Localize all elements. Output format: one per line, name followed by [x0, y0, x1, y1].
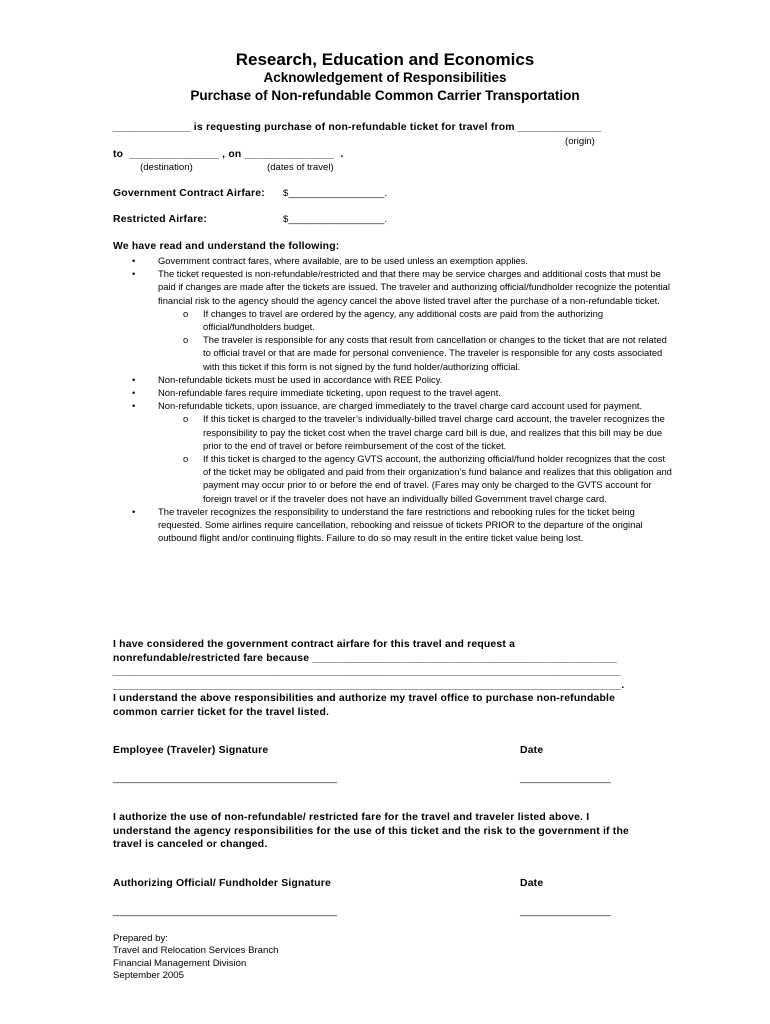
request-line-traveler-origin: _____________ is requesting purchase of non-refundable ticket for travel from ______________	[113, 122, 602, 133]
prepared-by-division: Financial Management Division	[113, 957, 247, 969]
document-title: Research, Education and Economics	[235, 50, 535, 69]
list-item-text: Government contract fares, where available, are to be used unless an exemption applies.	[158, 255, 529, 266]
list-item	[113, 267, 673, 307]
list-subitem-text: The traveler is responsible for any costs that result from cancellation or changes to the ticket that are not related to official travel or that are made for personal convenience. The traveler is responsible for any costs associated with this ticket if this form is not signed by the fund holder/authorizing official.	[203, 334, 667, 372]
bullet-icon: •	[132, 255, 136, 266]
prepared-by-label: Prepared by:	[113, 933, 168, 944]
list-item-text: Non-refundable fares require immediate ticketing, upon request to the travel agent.	[158, 387, 501, 399]
hollow-bullet-icon: o	[183, 453, 189, 465]
justification-reason-field[interactable]: _____________________________________________________________________________________.	[113, 679, 625, 691]
bullet-icon: •	[132, 505, 136, 517]
list-item-text: Non-refundable tickets, upon issuance, are charged immediately to the travel charge card account used for payment.	[158, 400, 643, 412]
justification-line: common carrier ticket for the travel listed.	[113, 706, 330, 718]
origin-label: (origin)	[565, 136, 595, 147]
employee-date-field[interactable]: _________________	[520, 773, 611, 784]
hollow-bullet-icon: o	[183, 307, 189, 319]
list-subitem	[113, 307, 673, 333]
list-subitem	[113, 452, 673, 505]
list-item	[113, 386, 673, 399]
employee-signature-label: Employee (Traveler) Signature	[113, 745, 269, 756]
official-date-field[interactable]: _________________	[520, 906, 611, 917]
prepared-by-block	[113, 933, 278, 982]
prepared-by-date: September 2005	[113, 969, 184, 981]
restricted-airfare-label: Restricted Airfare:	[113, 214, 208, 225]
authorization-line: travel is canceled or changed.	[113, 839, 268, 850]
document-subtitle-acknowledgement: Acknowledgement of Responsibilities	[263, 70, 507, 85]
justification-reason-field[interactable]: _____________________________________________________________________________________	[113, 666, 622, 677]
official-date-label: Date	[520, 878, 544, 889]
list-item	[113, 254, 673, 267]
hollow-bullet-icon: o	[183, 413, 189, 425]
list-subitem-text: If this ticket is charged to the traveler’s individually-billed travel charge card account, the traveler recognizes the responsibility to pay the ticket cost when the travel charge card bill is due, and realizes that this bill may be due prior to the end of travel or before reimbursement of the cost of the ticket.	[203, 413, 665, 451]
government-contract-airfare-label: Government Contract Airfare:	[113, 188, 265, 199]
justification-reason-field[interactable]: nonrefundable/restricted fare because ___________________________________________________	[113, 652, 618, 664]
list-subitem-text: If changes to travel are ordered by the agency, any additional costs are paid from the authorizing official/fundholders budget.	[203, 307, 604, 333]
authorization-line: I authorize the use of non-refundable/ restricted fare for the travel and traveler listed above. I	[113, 812, 590, 823]
list-subitem-text: If this ticket is charged to the agency GVTS account, the authorizing official/fund holder recognizes that the cost of the ticket may be obligated and paid from their organization’s fund balance and realizes that this obligation and payment may occur prior to or before the end of travel. (Fares may only be charged to the GVTS account for foreign travel or if the traveler does not have an individually billed Government travel charge card.	[203, 453, 672, 504]
justification-block	[113, 638, 673, 719]
official-signature-field[interactable]: __________________________________________	[113, 906, 338, 917]
authorization-block	[113, 811, 693, 852]
authorization-line: understand the agency responsibilities for the use of this ticket and the risk to the government if the	[113, 825, 629, 837]
destination-label: (destination)	[140, 162, 193, 173]
list-item	[113, 373, 673, 386]
document-subtitle-purchase: Purchase of Non-refundable Common Carrier Transportation	[190, 88, 580, 103]
list-item	[113, 505, 673, 545]
request-line-destination-dates: to _______________ , on _______________ .	[113, 149, 344, 160]
bullet-icon: •	[132, 400, 136, 412]
list-item-text: Non-refundable tickets must be used in accordance with REE Policy.	[158, 373, 443, 385]
list-item	[113, 399, 673, 412]
justification-line: I understand the above responsibilities and authorize my travel office to purchase non-refundable	[113, 693, 616, 704]
list-subitem	[113, 333, 673, 373]
prepared-by-branch: Travel and Relocation Services Branch	[113, 945, 279, 957]
employee-signature-field[interactable]: __________________________________________	[113, 773, 338, 784]
list-item-text: The ticket requested is non-refundable/restricted and that there may be service charges and additional costs that must be paid if changes are made after the tickets are issued. The traveler and authorizing official/fundholder recognize the potential financial risk to the agency should the agency cancel the above listed travel after the purchase of a non-refundable ticket.	[158, 268, 670, 306]
dates-of-travel-label: (dates of travel)	[267, 162, 334, 173]
restricted-airfare-field[interactable]: $__________________.	[283, 214, 388, 225]
bullet-icon: •	[132, 373, 136, 385]
employee-date-label: Date	[520, 745, 544, 756]
bullet-icon: •	[132, 387, 136, 399]
list-subitem	[113, 412, 673, 452]
responsibilities-list	[113, 254, 673, 544]
list-item-text: The traveler recognizes the responsibility to understand the fare restrictions and rebooking rules for the ticket being requested. Some airlines require cancellation, rebooking and reissue of tickets PRIOR to the departure of the original outbound flight and/or continuing flights. Failure to do so may result in the entire ticket value being lost.	[158, 505, 643, 544]
understand-heading: We have read and understand the following:	[113, 241, 340, 252]
official-signature-label: Authorizing Official/ Fundholder Signature	[113, 878, 331, 889]
government-contract-airfare-field[interactable]: $__________________.	[283, 188, 388, 199]
justification-line: I have considered the government contract airfare for this travel and request a	[113, 639, 516, 650]
bullet-icon: •	[132, 268, 136, 280]
hollow-bullet-icon: o	[183, 334, 189, 346]
